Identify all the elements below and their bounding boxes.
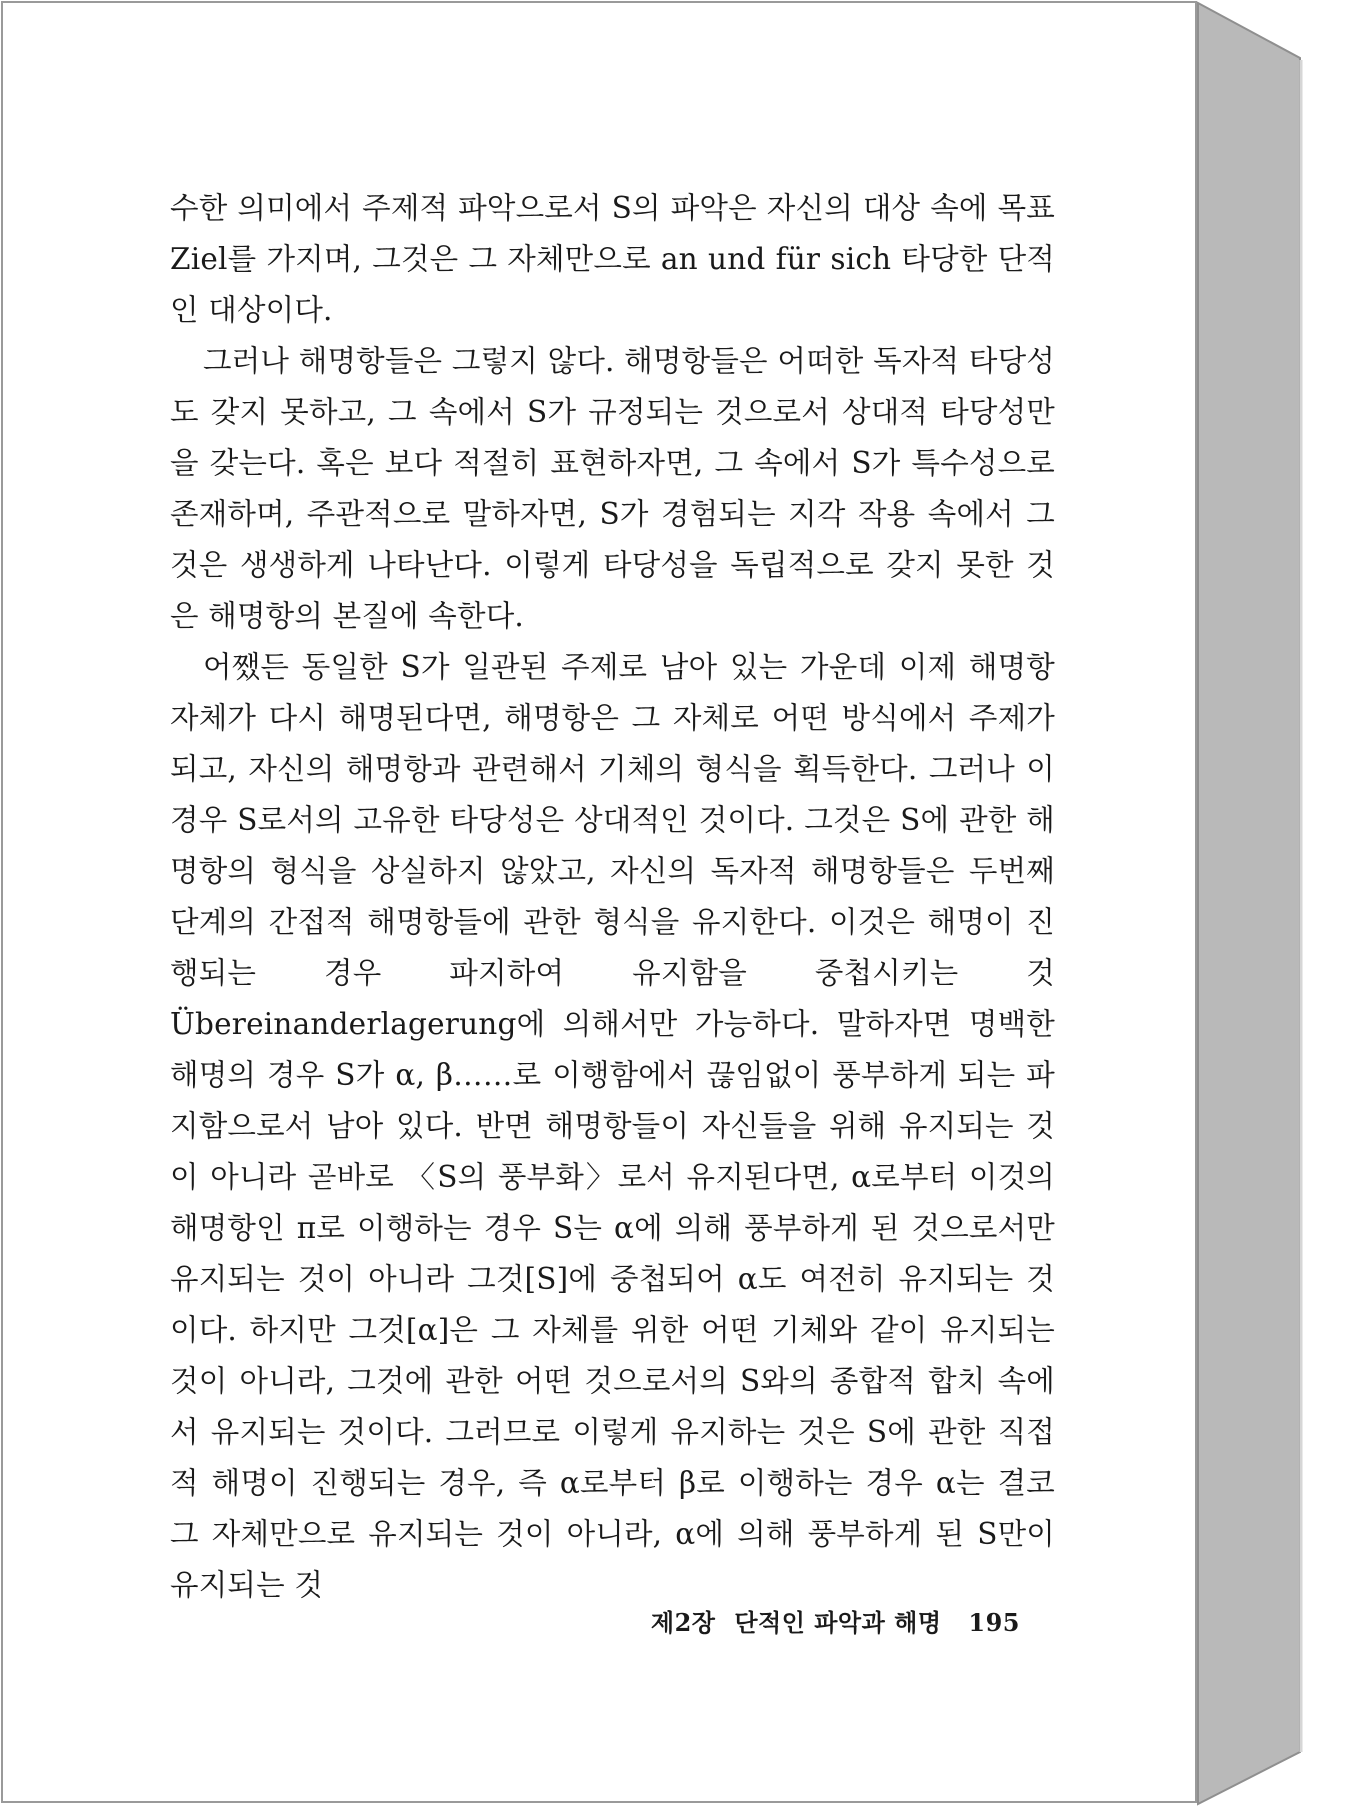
paragraph-2: 그러나 해명항들은 그렇지 않다. 해명항들은 어떠한 독자적 타당성도 갖지 못하고, 그 속에서 S가 규정되는 것으로서 상대적 타당성만을 갖는다. 혹은 보다 적절히 표현하자면, 그 속에서 S가 특수성으로 존재하며, 주관적으로 말하자면, S가 경험되는 지각 작용 속에서 그것은 생생하게 나타난다. 이렇게 타당성을 독립적으로 갖지 못한 것은 해명항의 본질에 속한다. [170, 344, 1055, 633]
body-text [170, 183, 1055, 1611]
chapter-label: 제2장 [650, 1608, 716, 1637]
paragraph-3: 어쨌든 동일한 S가 일관된 주제로 남아 있는 가운데 이제 해명항 자체가 다시 해명된다면, 해명항은 그 자체로 어떤 방식에서 주제가 되고, 자신의 해명항과 관련해서 기체의 형식을 획득한다. 그러나 이 경우 S로서의 고유한 타당성은 상대적인 것이다. 그것은 S에 관한 해명항의 형식을 상실하지 않았고, 자신의 독자적 해명항들은 두번째 단계의 간접적 해명항들에 관한 형식을 유지한다. 이것은 해명이 진행되는 경우 파지하여 유지함을 중첩시키는 것 Übereinanderlagerung에 의해서만 가능하다. 말하자면 명백한 해명의 경우 S가 α, β……로 이행함에서 끊임없이 풍부하게 되는 파지함으로서 남아 있다. 반면 해명항들이 자신들을 위해 유지되는 것이 아니라 곧바로 〈S의 풍부화〉로서 유지된다면, α로부터 이것의 해명항인 π로 이행하는 경우 S는 α에 의해 풍부하게 된 것으로서만 유지되는 것이 아니라 그것[S]에 중첩되어 α도 여전히 유지되는 것이다. 하지만 그것[α]은 그 자체를 위한 어떤 기체와 같이 유지되는 것이 아니라, 그것에 관한 어떤 것으로서의 S와의 종합적 합치 속에서 유지되는 것이다. 그러므로 이렇게 유지하는 것은 S에 관한 직접적 해명이 진행되는 경우, 즉 α로부터 β로 이행하는 경우 α는 결코 그 자체만으로 유지되는 것이 아니라, α에 의해 풍부하게 된 S만이 유지되는 것 [170, 650, 1055, 1602]
chapter-title: 단적인 파악과 해명 [734, 1608, 942, 1637]
page-number: 195 [968, 1608, 1020, 1637]
page-footer [600, 1603, 1020, 1638]
paragraph-1: 수한 의미에서 주제적 파악으로서 S의 파악은 자신의 대상 속에 목표 Ziel를 가지며, 그것은 그 자체만으로 an und für sich 타당한 단적인 대상이다. [170, 191, 1055, 327]
